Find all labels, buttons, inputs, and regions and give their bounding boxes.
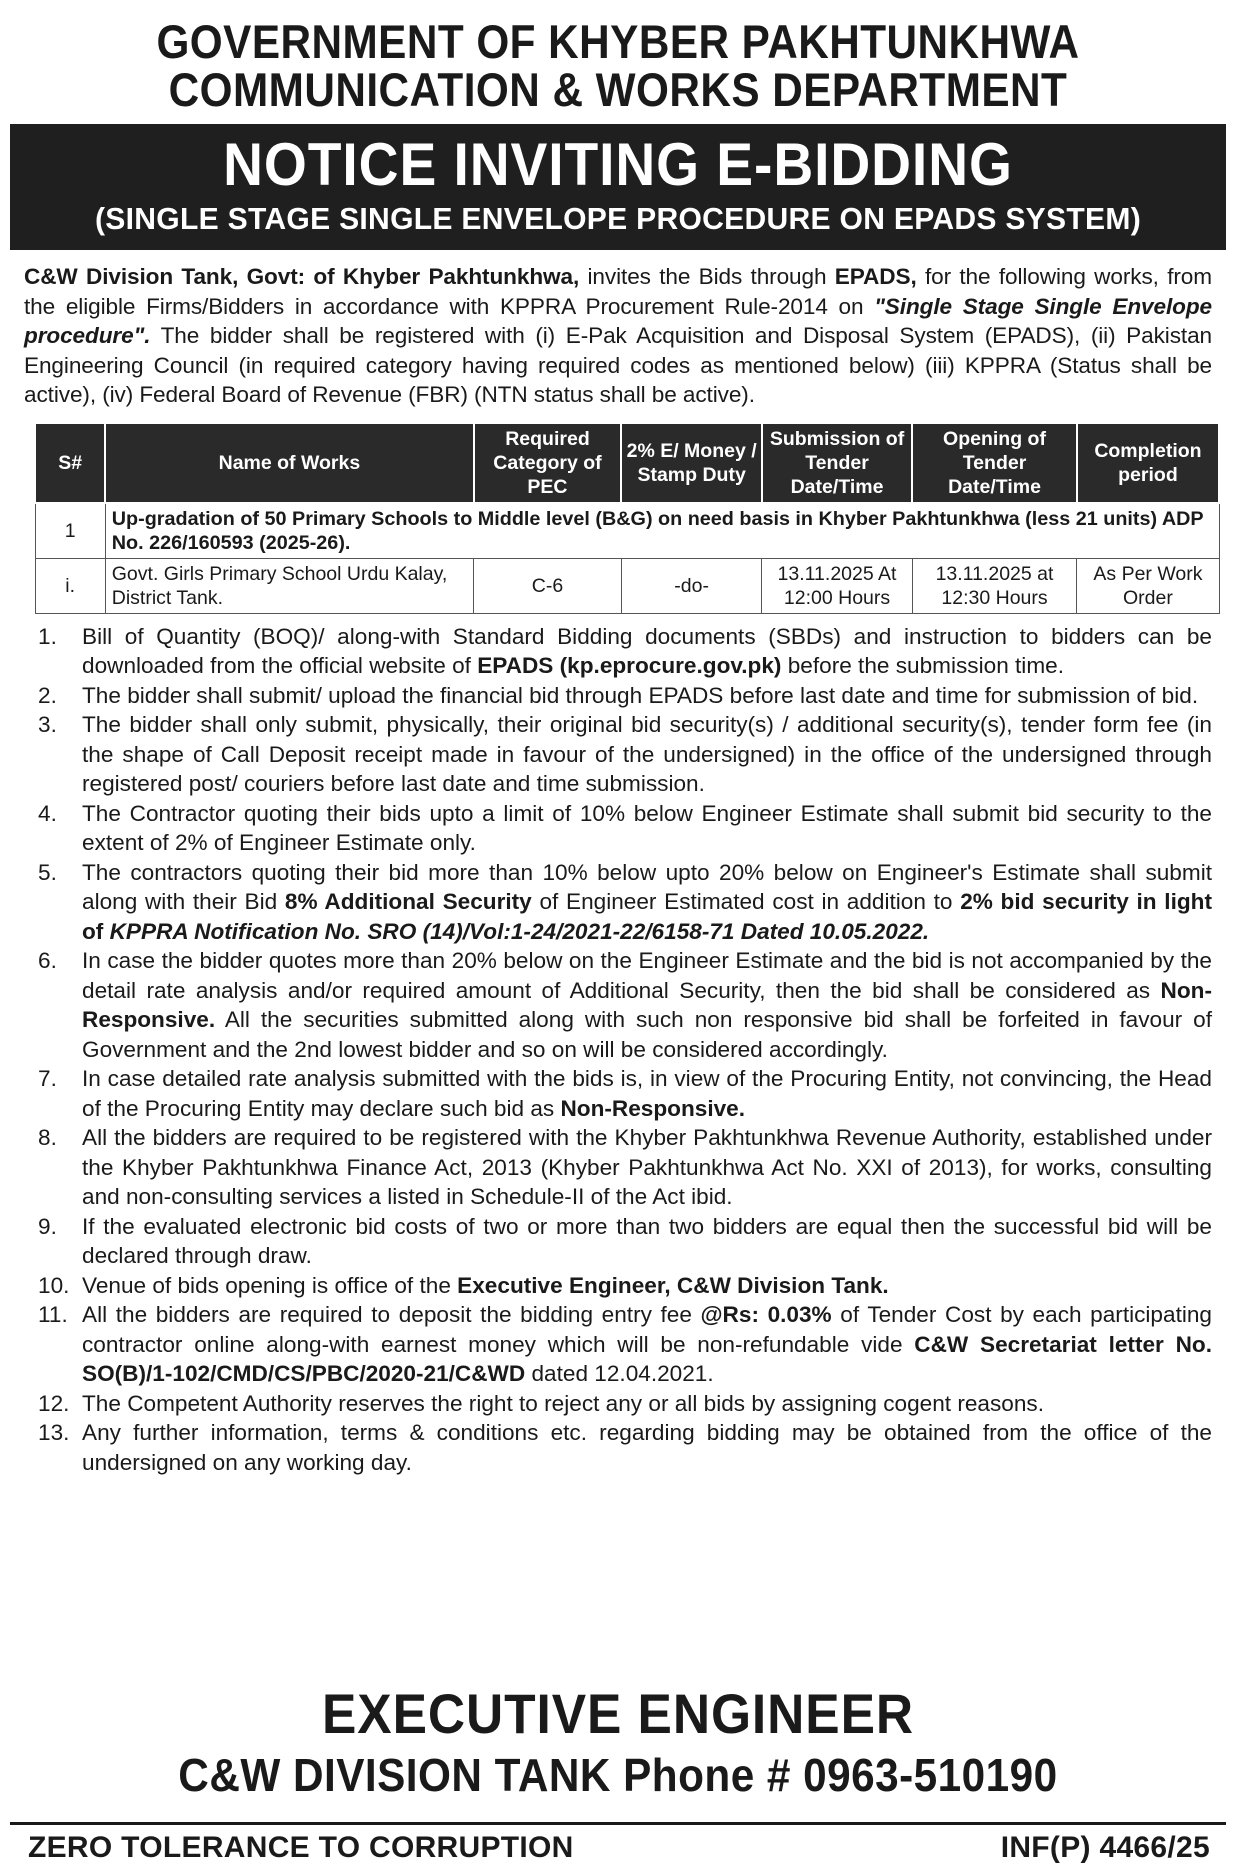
group-sno: 1 [35,503,105,559]
item-text: Any further information, terms & conditions etc. regarding bidding may be obtained from the office of the undersigned on any working day. [82,1420,1212,1475]
item-text: In case the bidder quotes more than 20% below on the Engineer Estimate and the bid is not accompanied by the detail rate analysis and/or required amount of Additional Security, then the bid shall be considered as [82,948,1212,1003]
intro-text: The bidder shall be registered with (i) E-Pak Acquisition and Disposal System (EPADS), (ii) Pakistan Engineering Council (in required category having required codes as mentioned below) (iii) KPPRA (Status shall be active), (iv) Federal Board of Revenue (FBR) (NTN status shall be active). [24,323,1212,407]
item-text: The Competent Authority reserves the right to reject any or all bids by assigning cogent reasons. [82,1390,1044,1416]
item-text: Venue of bids opening is office of the [82,1272,458,1298]
row-opening: 13.11.2025 at 12:30 Hours [912,558,1077,613]
item-text: of Engineer Estimated cost in addition to [531,889,961,914]
item-number: 4. [38,800,57,826]
item-number: 12. [38,1390,70,1416]
list-item [24,858,1212,947]
item-number: 10. [38,1272,70,1298]
item-text: All the securities submitted along with such non responsive bid shall be forfeited in favour of Government and the 2nd lowest bidder and so on will be considered accordingly. [82,1007,1212,1062]
intro-text: invites the Bids through [579,264,835,289]
list-item [24,799,1212,858]
footer-slogan: ZERO TOLERANCE TO CORRUPTION [28,1830,574,1864]
table-row [35,558,1219,613]
notice-subtitle: (SINGLE STAGE SINGLE ENVELOPE PROCEDURE ON EPADS SYSTEM) [94,201,1142,236]
item-text: before the submission time. [781,653,1064,678]
row-category: C-6 [474,558,622,613]
item-bold: Non-Responsive. [560,1095,746,1121]
row-name: Govt. Girls Primary School Urdu Kalay, District Tank. [105,558,473,613]
intro-paragraph [24,262,1212,410]
item-number: 5. [38,859,57,885]
item-bold: Executive Engineer, C&W Division Tank. [457,1272,889,1298]
col-opening: Opening of Tender Date/Time [912,423,1077,503]
item-number: 13. [38,1420,70,1445]
item-number: 7. [38,1066,57,1091]
footer [10,1822,1226,1870]
item-number: 8. [38,1125,57,1150]
item-number: 2. [38,682,57,708]
item-number: 11. [38,1302,68,1327]
col-sno: S# [35,423,105,503]
item-text: The Contractor quoting their bids upto a limit of 10% below Engineer Estimate shall submit bid security to the extent of 2% of Engineer Estimate only. [82,800,1212,855]
header [0,0,1236,114]
row-money: -do- [621,558,762,613]
item-bold: C&W Secretariat letter No. SO(B)/1-102/CMD/CS/PBC/2020-21/C&WD [82,1331,1212,1386]
signatory-title: EXECUTIVE ENGINEER [322,1682,914,1745]
item-number: 3. [38,712,57,737]
list-item [24,1418,1212,1477]
col-submission: Submission of Tender Date/Time [762,423,912,503]
list-item [24,681,1212,711]
epads-website: EPADS (kp.eprocure.gov.pk) [477,653,782,678]
item-bold: 2% bid security in light of [82,889,1212,944]
conditions-list [24,622,1212,1478]
item-text: Bill of Quantity (BOQ)/ along-with Standard Bidding documents (SBDs) and instruction to bidders can be downloaded from the official website of [82,623,1212,678]
department-title: COMMUNICATION & WORKS DEPARTMENT [168,63,1068,116]
item-text: If the evaluated electronic bid costs of two or more than two bidders are equal then the successful bid will be declared through draw. [82,1213,1212,1268]
list-item [24,1064,1212,1123]
item-text: The bidder shall submit/ upload the financial bid through EPADS before last date and time for submission of bid. [82,682,1199,708]
table-header-row [35,423,1219,503]
intro-issuer: C&W Division Tank, Govt: of Khyber Pakhtunkhwa, [24,264,580,289]
kppra-notification: KPPRA Notification No. SRO (14)/Vol:1-24/2021-22/6158-71 Dated 10.05.2022. [109,918,930,944]
intro-procedure: "Single Stage Single Envelope procedure". [24,293,1212,348]
item-text: All the bidders are required to be registered with the Khyber Pakhtunkhwa Revenue Authority, established under the Khyber Pakhtunkhwa Finance Act, 2013 (Khyber Pakhtunkhwa Act No. XXI of 2013), for works, consulting and non-consulting services a listed in Schedule-II of the Act ibid. [82,1125,1212,1209]
row-completion: As Per Work Order [1077,558,1219,613]
works-table [34,422,1220,614]
group-title: Up-gradation of 50 Primary Schools to Middle level (B&G) on need basis in Khyber Pakhtunkhwa (less 21 units) ADP No. 226/160593 (2025-26). [105,503,1219,559]
footer-reference: INF(P) 4466/25 [1000,1830,1210,1864]
intro-text: for the following works, from the eligible Firms/Bidders in accordance with KPPRA Procurement Rule-2014 on [24,264,1212,319]
signature-block [0,1682,1236,1801]
row-sno: i. [35,558,105,613]
item-text: dated 12.04.2021. [525,1361,714,1386]
item-text: The contractors quoting their bid more than 10% below upto 20% below on Engineer's Estimate shall submit along with their Bid [82,859,1212,914]
item-bold: 8% Additional Security [284,889,532,914]
list-item [24,710,1212,799]
item-number: 1. [38,623,57,649]
notice-title: NOTICE INVITING E-BIDDING [223,131,1013,198]
table-group-row [35,503,1219,559]
list-item [24,622,1212,681]
government-title: GOVERNMENT OF KHYBER PAKHTUNKHWA [156,15,1080,68]
item-text: of Tender Cost by each participating contractor online along-with earnest money which will be non-refundable vide [82,1302,1212,1357]
item-text: The bidder shall only submit, physically, their original bid security(s) / additional security(s), tender form fee (in the shape of Call Deposit receipt made in favour of the undersigned) in the office of the undersigned through registered post/ couriers before last date and time submission. [82,712,1212,796]
list-item [24,1271,1212,1301]
list-item [24,1300,1212,1389]
list-item [24,1389,1212,1419]
item-bold: Non-Responsive. [82,977,1212,1032]
signatory-office: C&W DIVISION TANK Phone # 0963-510190 [178,1749,1058,1801]
col-name: Name of Works [105,423,473,503]
list-item [24,1212,1212,1271]
item-number: 6. [38,948,57,973]
col-category: Required Category of PEC [474,423,622,503]
item-text: All the bidders are required to deposit the bidding entry fee [82,1302,701,1327]
item-number: 9. [38,1213,57,1239]
item-bold: @Rs: 0.03% [700,1302,832,1327]
col-completion: Completion period [1077,423,1219,503]
notice-title-band [10,124,1226,250]
col-money: 2% E/ Money / Stamp Duty [621,423,762,503]
list-item [24,946,1212,1064]
row-submission: 13.11.2025 At 12:00 Hours [762,558,912,613]
item-text: In case detailed rate analysis submitted with the bids is, in view of the Procuring Entity, not convincing, the Head of the Procuring Entity may declare such bid as [82,1066,1212,1121]
intro-epads: EPADS, [834,264,917,289]
list-item [24,1123,1212,1212]
